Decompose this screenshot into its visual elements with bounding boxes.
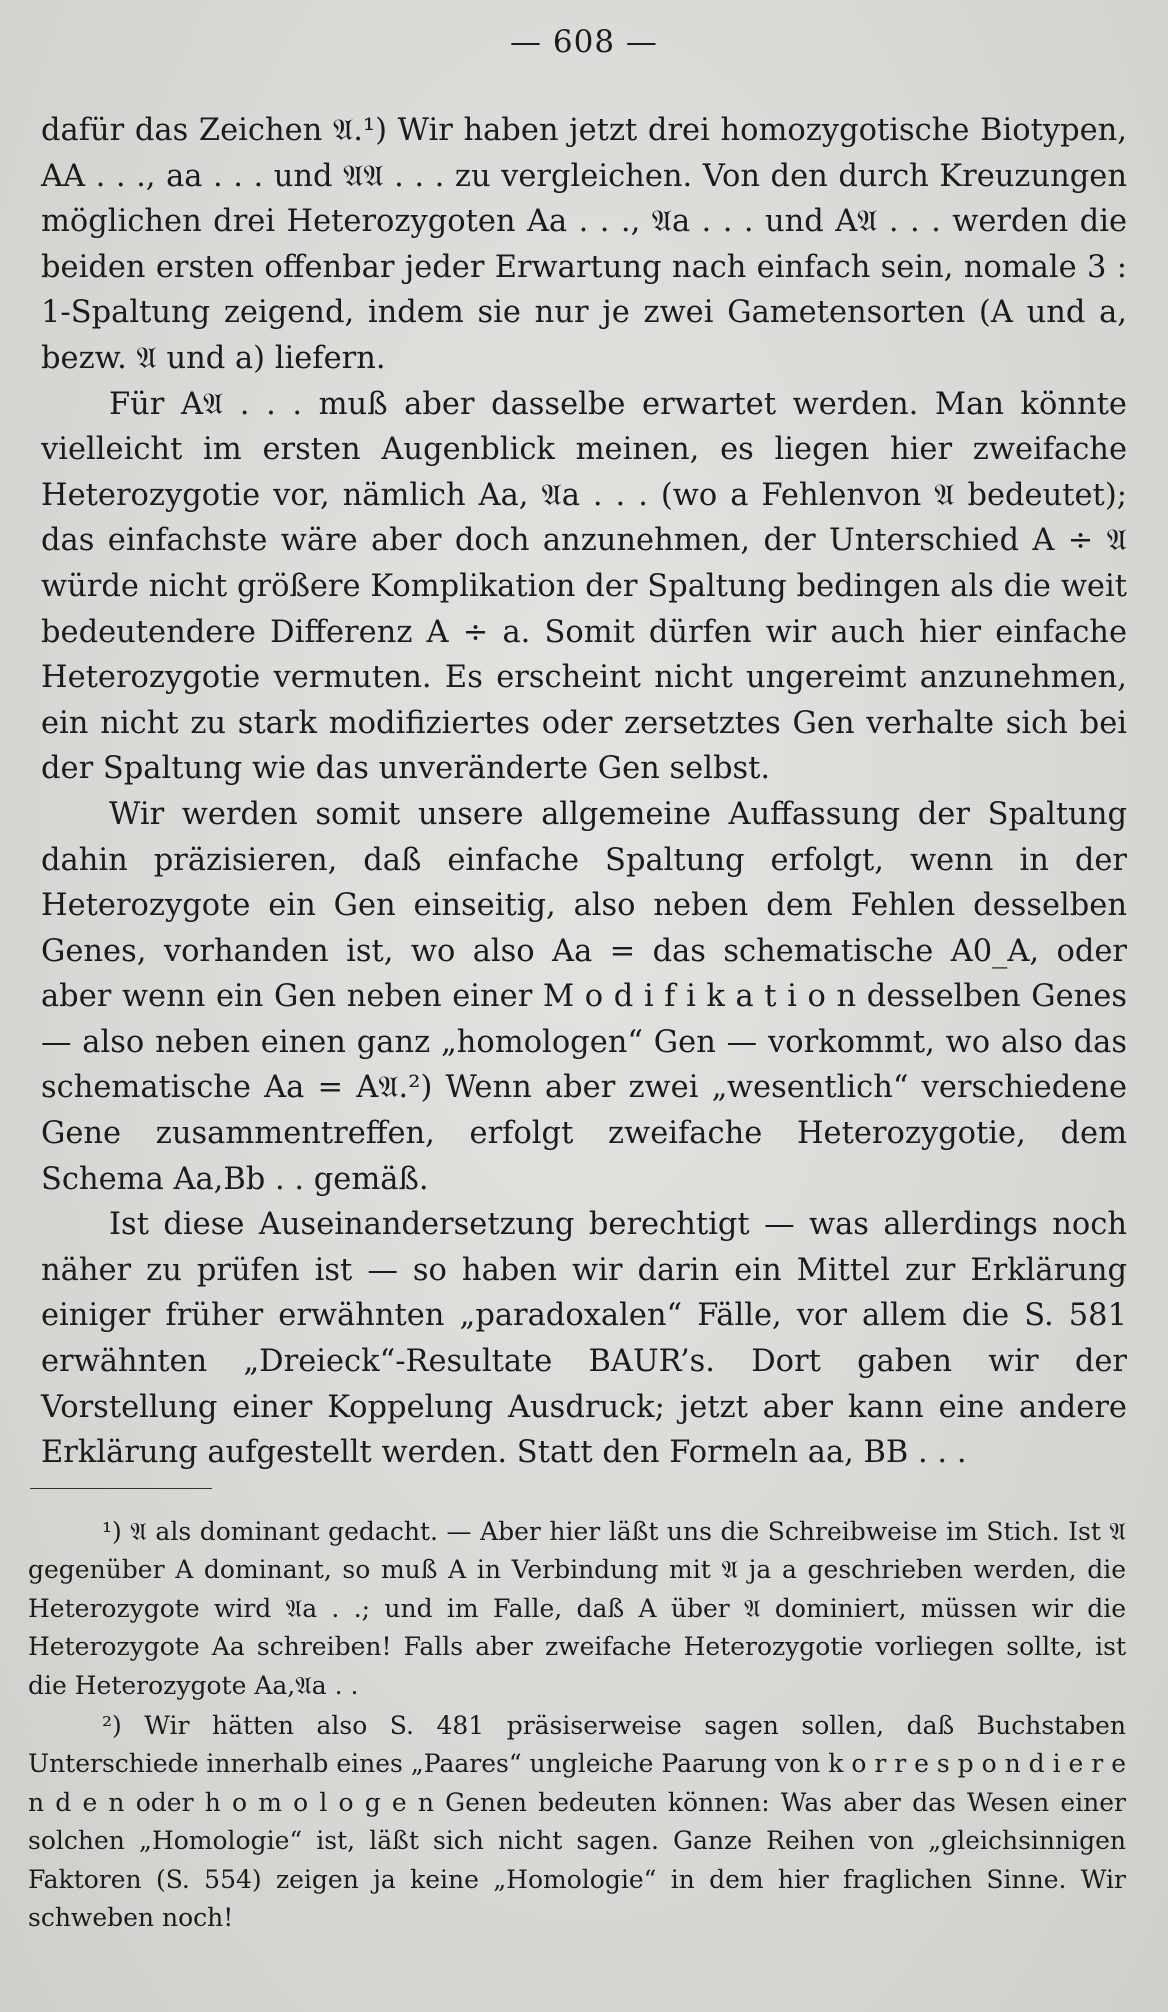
page-number: — 608 — bbox=[510, 24, 658, 60]
paragraph-3: Wir werden somit unsere allgemeine Auffassung der Spaltung dahin präzisieren, daß einfache Spaltung erfolgt, wenn in der Heterozygote ein Gen einseitig, also neben dem Fehlen desselben Genes, vorhanden ist, wo also Aa = das schematische A0_A, oder aber wenn ein Gen neben einer M o d i f i k a t i o n desselben Genes — also neben einen ganz „homologen“ Gen — vorkommt, wo also das schematische Aa = A𝔄.²) Wenn aber zwei „wesentlich“ verschiedene Gene zusammentreffen, erfolgt zweifache Heterozygotie, dem Schema Aa,Bb . . gemäß. bbox=[41, 796, 1127, 1197]
main-text bbox=[41, 108, 1127, 1476]
footnote-divider bbox=[30, 1488, 212, 1489]
paragraph-1: dafür das Zeichen 𝔄.¹) Wir haben jetzt drei homozygotische Biotypen, AA . . ., aa . . . und 𝔄𝔄 . . . zu vergleichen. Von den durch Kreuzungen möglichen drei Heterozygoten Aa . . ., 𝔄a . . . und A𝔄 . . . werden die beiden ersten offenbar jeder Erwartung nach einfach sein, nomale 3 : 1-Spaltung zeigend, indem sie nur je zwei Gametensorten (A und a, bezw. 𝔄 und a) liefern. bbox=[41, 113, 1127, 376]
footnotes bbox=[28, 1513, 1126, 1937]
footnote-2: ²) Wir hätten also S. 481 präsiserweise sagen sollen, daß Buchstaben Unterschiede innerhalb eines „Paares“ ungleiche Paarung von k o r r e s p o n d i e r e n d e n oder h o m o l o g e n Genen bedeuten können: Was aber das Wesen einer solchen „Homologie“ ist, läßt sich nicht sagen. Ganze Reihen von „gleichsinnigen Faktoren (S. 554) zeigen ja keine „Homologie“ in dem hier fraglichen Sinne. Wir schweben noch! bbox=[28, 1711, 1126, 1933]
paragraph-2: Für A𝔄 . . . muß aber dasselbe erwartet werden. Man könnte vielleicht im ersten Augenblick meinen, es liegen hier zweifache Heterozygotie vor, nämlich Aa, 𝔄a . . . (wo a Fehlenvon 𝔄 bedeutet); das einfachste wäre aber doch anzunehmen, der Unterschied A ÷ 𝔄 würde nicht größere Komplikation der Spaltung bedingen als die weit bedeutendere Differenz A ÷ a. Somit dürfen wir auch hier einfache Heterozygotie vermuten. Es erscheint nicht ungereimt anzunehmen, ein nicht zu stark modifiziertes oder zersetztes Gen verhalte sich bei der Spaltung wie das unveränderte Gen selbst. bbox=[41, 386, 1127, 787]
paragraph-4: Ist diese Auseinandersetzung berechtigt — was allerdings noch näher zu prüfen ist — so haben wir darin ein Mittel zur Erklärung einiger früher erwähnten „paradoxalen“ Fälle, vor allem die S. 581 erwähnten „Dreieck“-Resultate BAUR’s. Dort gaben wir der Vorstellung einer Koppelung Ausdruck; jetzt aber kann eine andere Erklärung aufgestellt werden. Statt den Formeln aa, BB . . . bbox=[41, 1207, 1127, 1471]
footnote-1: ¹) 𝔄 als dominant gedacht. — Aber hier läßt uns die Schreibweise im Stich. Ist 𝔄 gegenüber A dominant, so muß A in Verbindung mit 𝔄 ja a geschrieben werden, die Heterozygote wird 𝔄a . .; und im Falle, daß A über 𝔄 dominiert, müssen wir die Heterozygote Aa schreiben! Falls aber zweifache Heterozygotie vorliegen sollte, ist die Heterozygote Aa,𝔄a . . bbox=[28, 1517, 1126, 1700]
